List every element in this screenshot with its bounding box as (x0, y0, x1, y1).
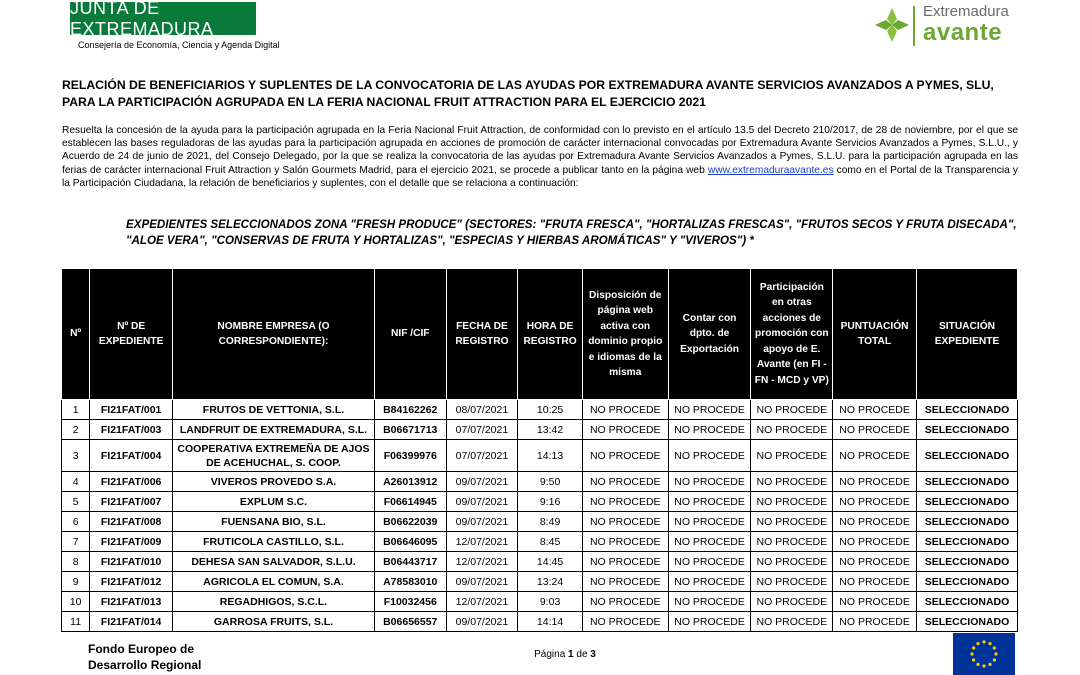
eu-star (994, 652, 997, 655)
row-hora: 9:03 (518, 592, 583, 612)
row-participacion: NO PROCEDE (751, 492, 833, 512)
table-row (62, 552, 1018, 572)
row-number: 5 (62, 492, 90, 512)
row-situacion: SELECCIONADO (916, 492, 1017, 512)
row-expediente: FI21FAT/001 (90, 400, 173, 420)
row-situacion: SELECCIONADO (916, 572, 1017, 592)
document-title: RELACIÓN DE BENEFICIARIOS Y SUPLENTES DE LA CONVOCATORIA DE LAS AYUDAS POR EXTREMADURA AVANTE SERVICIOS AVANZADOS A PYMES, SLU, PARA LA PARTICIPACIÓN AGRUPADA EN LA FERIA NACIONAL FRUIT ATTRACTION PARA EL EJERCICIO 2021 (62, 78, 994, 109)
row-empresa: COOPERATIVA EXTREMEÑA DE AJOS DE ACEHUCHAL, S. COOP. (173, 440, 375, 472)
row-situacion: SELECCIONADO (916, 440, 1017, 472)
row-hora: 10:25 (518, 400, 583, 420)
row-web: NO PROCEDE (582, 572, 668, 592)
row-empresa: FRUTOS DE VETTONIA, S.L. (173, 400, 375, 420)
row-situacion: SELECCIONADO (916, 400, 1017, 420)
row-fecha: 07/07/2021 (446, 420, 518, 440)
row-situacion: SELECCIONADO (916, 552, 1017, 572)
col-header-hora: HORA DE REGISTRO (518, 269, 583, 400)
fund-label (88, 641, 201, 673)
row-puntuacion: NO PROCEDE (833, 400, 917, 420)
table-row (62, 572, 1018, 592)
page-current: 1 (568, 649, 574, 660)
row-number: 7 (62, 532, 90, 552)
page-number (500, 649, 630, 660)
eu-flag-icon (953, 633, 1015, 675)
row-situacion: SELECCIONADO (916, 592, 1017, 612)
row-expediente: FI21FAT/013 (90, 592, 173, 612)
col-header-empresa: NOMBRE EMPRESA (O CORRESPONDIENTE): (173, 269, 375, 400)
row-fecha: 12/07/2021 (446, 552, 518, 572)
eu-star (982, 664, 985, 667)
row-situacion: SELECCIONADO (916, 612, 1017, 632)
row-expediente: FI21FAT/004 (90, 440, 173, 472)
row-puntuacion: NO PROCEDE (833, 492, 917, 512)
junta-logo: JUNTA DE EXTREMADURA (70, 2, 256, 35)
row-expediente: FI21FAT/009 (90, 532, 173, 552)
row-nif: A78583010 (374, 572, 446, 592)
avante-mark-icon (873, 6, 911, 44)
row-number: 3 (62, 440, 90, 472)
row-fecha: 09/07/2021 (446, 512, 518, 532)
row-nif: F06614945 (374, 492, 446, 512)
row-fecha: 09/07/2021 (446, 572, 518, 592)
row-empresa: FRUTICOLA CASTILLO, S.L. (173, 532, 375, 552)
eu-star (976, 642, 979, 645)
row-empresa: DEHESA SAN SALVADOR, S.L.U. (173, 552, 375, 572)
row-hora: 9:50 (518, 472, 583, 492)
row-situacion: SELECCIONADO (916, 532, 1017, 552)
row-situacion: SELECCIONADO (916, 472, 1017, 492)
row-number: 10 (62, 592, 90, 612)
website-link[interactable]: www.extremaduraavante.es (707, 164, 834, 176)
row-web: NO PROCEDE (582, 612, 668, 632)
fund-line-2: Desarrollo Regional (88, 658, 202, 672)
row-export: NO PROCEDE (668, 472, 751, 492)
section-title: EXPEDIENTES SELECCIONADOS ZONA "FRESH PRODUCE" (SECTORES: "FRUTA FRESCA", "HORTALIZAS FRESCAS", "FRUTOS SECOS Y FRUTA DISECADA", "ALOE VERA", "CONSERVAS DE FRUTA Y HORTALIZAS", "ESPECIAS Y HIERBAS AROMÁTICAS" Y "VIVEROS") * (126, 218, 1017, 247)
row-web: NO PROCEDE (582, 400, 668, 420)
row-fecha: 12/07/2021 (446, 592, 518, 612)
row-nif: B06622039 (374, 512, 446, 532)
row-export: NO PROCEDE (668, 400, 751, 420)
col-header-situacion: SITUACIÓN EXPEDIENTE (916, 269, 1017, 400)
row-web: NO PROCEDE (582, 492, 668, 512)
beneficiaries-table (61, 268, 1018, 632)
row-participacion: NO PROCEDE (751, 472, 833, 492)
row-empresa: AGRICOLA EL COMUN, S.A. (173, 572, 375, 592)
row-web: NO PROCEDE (582, 472, 668, 492)
col-header-web: Disposición de página web activa con dominio propio e idiomas de la misma (582, 269, 668, 400)
table-header-row (62, 269, 1018, 400)
row-web: NO PROCEDE (582, 552, 668, 572)
row-export: NO PROCEDE (668, 572, 751, 592)
row-fecha: 12/07/2021 (446, 532, 518, 552)
row-puntuacion: NO PROCEDE (833, 420, 917, 440)
row-empresa: GARROSA FRUITS, S.L. (173, 612, 375, 632)
avante-logo (873, 2, 1013, 50)
row-expediente: FI21FAT/014 (90, 612, 173, 632)
table-row (62, 592, 1018, 612)
row-participacion: NO PROCEDE (751, 572, 833, 592)
table-row (62, 472, 1018, 492)
row-puntuacion: NO PROCEDE (833, 592, 917, 612)
eu-star (988, 642, 991, 645)
row-puntuacion: NO PROCEDE (833, 512, 917, 532)
row-web: NO PROCEDE (582, 532, 668, 552)
row-web: NO PROCEDE (582, 592, 668, 612)
eu-star (976, 663, 979, 666)
table-row (62, 532, 1018, 552)
row-export: NO PROCEDE (668, 552, 751, 572)
row-expediente: FI21FAT/007 (90, 492, 173, 512)
row-puntuacion: NO PROCEDE (833, 532, 917, 552)
col-header-nif: NIF /CIF (374, 269, 446, 400)
col-header-fecha: FECHA DE REGISTRO (446, 269, 518, 400)
row-expediente: FI21FAT/003 (90, 420, 173, 440)
table-body (62, 400, 1018, 632)
table-row (62, 492, 1018, 512)
row-expediente: FI21FAT/006 (90, 472, 173, 492)
row-empresa: EXPLUM S.C. (173, 492, 375, 512)
avante-divider (913, 6, 915, 46)
row-number: 6 (62, 512, 90, 532)
row-participacion: NO PROCEDE (751, 400, 833, 420)
avante-bottom-text: avante (923, 19, 1003, 46)
row-puntuacion: NO PROCEDE (833, 612, 917, 632)
row-nif: F06399976 (374, 440, 446, 472)
col-header-participacion: Participación en otras acciones de promoción con apoyo de E. Avante (en FI - FN - MCD y VP) (751, 269, 833, 400)
row-nif: B06443717 (374, 552, 446, 572)
eu-star (972, 646, 975, 649)
row-number: 11 (62, 612, 90, 632)
col-header-puntuacion: PUNTUACIÓN TOTAL (833, 269, 917, 400)
table-row (62, 440, 1018, 472)
row-hora: 9:16 (518, 492, 583, 512)
row-empresa: FUENSANA BIO, S.L. (173, 512, 375, 532)
row-situacion: SELECCIONADO (916, 420, 1017, 440)
row-hora: 14:14 (518, 612, 583, 632)
table-row (62, 420, 1018, 440)
row-web: NO PROCEDE (582, 420, 668, 440)
eu-star (982, 640, 985, 643)
row-expediente: FI21FAT/008 (90, 512, 173, 532)
eu-flag-stars (953, 633, 1015, 675)
row-hora: 13:42 (518, 420, 583, 440)
row-puntuacion: NO PROCEDE (833, 440, 917, 472)
row-puntuacion: NO PROCEDE (833, 552, 917, 572)
eu-star (993, 646, 996, 649)
eu-star (993, 658, 996, 661)
row-fecha: 08/07/2021 (446, 400, 518, 420)
row-export: NO PROCEDE (668, 492, 751, 512)
row-web: NO PROCEDE (582, 512, 668, 532)
col-header-export: Contar con dpto. de Exportación (668, 269, 751, 400)
intro-text-before: Resuelta la concesión de la ayuda para la participación agrupada en la Feria Nacional Fruit Attraction, de conformidad con lo previsto en el artículo 13.5 del Decreto 210/2017, de 28 de noviembre, por el que se establecen las bases reguladoras de las ayudas para la participación agrupada en acciones de promoción de carácter internacional convocadas por Extremadura Avante Servicios Avanzados a Pymes, S.L.U., y Acuerdo de 24 de junio de 2021, del Consejo Delegado, por la que se realiza la convocatoria de las ayudas por Extremadura Avante Servicios Avanzados a Pymes, S.L.U. para la participación agrupada en las ferias de carácter internacional Fruit Attraction y Salón Gourmets Madrid, para el ejercicio 2021, se procede a publicar tanto en la página web (62, 125, 1018, 176)
row-empresa: LANDFRUIT DE EXTREMADURA, S.L. (173, 420, 375, 440)
row-empresa: REGADHIGOS, S.C.L. (173, 592, 375, 612)
row-hora: 14:13 (518, 440, 583, 472)
table-row (62, 612, 1018, 632)
fund-line-1: Fondo Europeo de (88, 642, 194, 656)
row-nif: B06671713 (374, 420, 446, 440)
row-hora: 8:49 (518, 512, 583, 532)
row-nif: B06646095 (374, 532, 446, 552)
table-row (62, 400, 1018, 420)
eu-star (988, 663, 991, 666)
row-number: 8 (62, 552, 90, 572)
row-participacion: NO PROCEDE (751, 440, 833, 472)
row-participacion: NO PROCEDE (751, 592, 833, 612)
row-empresa: VIVEROS PROVEDO S.A. (173, 472, 375, 492)
row-fecha: 07/07/2021 (446, 440, 518, 472)
avante-top-text: Extremadura (923, 3, 1009, 20)
row-hora: 8:45 (518, 532, 583, 552)
row-nif: B06656557 (374, 612, 446, 632)
row-puntuacion: NO PROCEDE (833, 472, 917, 492)
intro-paragraph (62, 124, 1018, 190)
intro-text-after: como en el Portal de la Transparencia y la Participación Ciudadana, la relación de beneficiarios y suplentes, con el detalle que se relaciona a continuación: (62, 164, 1018, 189)
row-participacion: NO PROCEDE (751, 420, 833, 440)
row-participacion: NO PROCEDE (751, 512, 833, 532)
row-hora: 13:24 (518, 572, 583, 592)
row-participacion: NO PROCEDE (751, 552, 833, 572)
row-fecha: 09/07/2021 (446, 612, 518, 632)
page-total: 3 (590, 649, 596, 660)
row-fecha: 09/07/2021 (446, 472, 518, 492)
row-export: NO PROCEDE (668, 532, 751, 552)
row-nif: A26013912 (374, 472, 446, 492)
row-nif: B84162262 (374, 400, 446, 420)
row-number: 4 (62, 472, 90, 492)
row-export: NO PROCEDE (668, 612, 751, 632)
eu-star (970, 652, 973, 655)
col-header-n: Nº (62, 269, 90, 400)
row-fecha: 09/07/2021 (446, 492, 518, 512)
row-participacion: NO PROCEDE (751, 532, 833, 552)
table-row (62, 512, 1018, 532)
row-puntuacion: NO PROCEDE (833, 572, 917, 592)
row-expediente: FI21FAT/012 (90, 572, 173, 592)
col-header-expediente: Nº DE EXPEDIENTE (90, 269, 173, 400)
row-export: NO PROCEDE (668, 420, 751, 440)
row-web: NO PROCEDE (582, 440, 668, 472)
eu-star (972, 658, 975, 661)
page-mid: de (573, 649, 591, 660)
row-number: 1 (62, 400, 90, 420)
row-hora: 14:45 (518, 552, 583, 572)
row-export: NO PROCEDE (668, 592, 751, 612)
row-expediente: FI21FAT/010 (90, 552, 173, 572)
row-participacion: NO PROCEDE (751, 612, 833, 632)
row-export: NO PROCEDE (668, 512, 751, 532)
row-number: 2 (62, 420, 90, 440)
row-export: NO PROCEDE (668, 440, 751, 472)
page-prefix: Página (534, 649, 569, 660)
junta-subtitle: Consejería de Economía, Ciencia y Agenda Digital (78, 40, 280, 50)
row-number: 9 (62, 572, 90, 592)
row-nif: F10032456 (374, 592, 446, 612)
row-situacion: SELECCIONADO (916, 512, 1017, 532)
